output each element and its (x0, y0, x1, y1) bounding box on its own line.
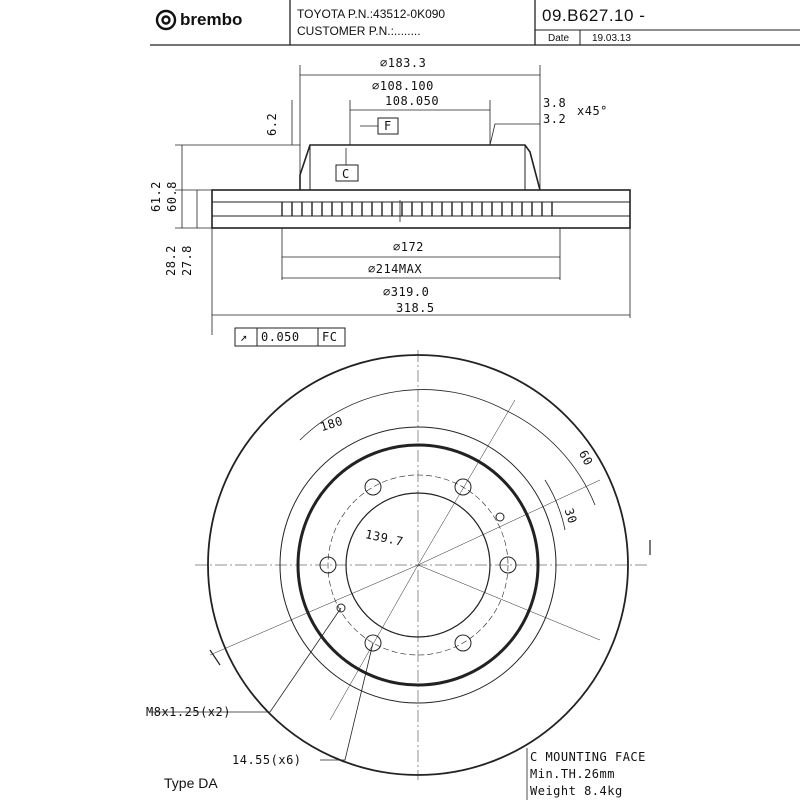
brembo-part-number: 09.B627.10 - (542, 6, 646, 25)
date-label: Date (548, 33, 570, 44)
note-weight: Weight 8.4kg (530, 784, 623, 798)
dim-214-max: ⌀214MAX (368, 262, 423, 276)
datum-c: C (342, 167, 350, 181)
dim-172: ⌀172 (393, 240, 424, 254)
angle-60: 60 (575, 447, 596, 469)
dim-28-2: 28.2 (164, 245, 178, 276)
runout-reference: FC (322, 330, 338, 344)
vent-fins (282, 202, 552, 216)
thread-spec: M8x1.25(x2) (146, 705, 231, 719)
dim-318-5: 318.5 (396, 301, 435, 315)
angle-30: 30 (561, 506, 580, 526)
datum-f: F (384, 119, 392, 133)
hole-spec: 14.55(x6) (232, 753, 302, 767)
dim-108-050: 108.050 (385, 94, 440, 108)
note-min-thickness: Min.TH.26mm (530, 767, 615, 781)
pcd-139-7: 139.7 (363, 527, 405, 549)
disc-plan-view (150, 350, 650, 800)
title-block (150, 0, 800, 45)
dim-108-100: ⌀108.100 (372, 79, 434, 93)
dim-27-8: 27.8 (180, 245, 194, 276)
brembo-logo-mark (157, 11, 175, 29)
runout-tolerance: 0.050 (261, 330, 300, 344)
date-value: 19.03.13 (592, 33, 631, 44)
angle-180: 180 (318, 413, 345, 435)
dim-61-2: 61.2 (149, 181, 163, 212)
customer-part-number: CUSTOMER P.N.:........ (297, 24, 421, 38)
threaded-holes (337, 513, 504, 612)
dim-319-0: ⌀319.0 (383, 285, 430, 299)
note-mounting-face: C MOUNTING FACE (530, 750, 646, 764)
dim-6-2: 6.2 (265, 112, 279, 136)
brand-name: brembo (180, 10, 243, 29)
chamfer-3-8: 3.8 (543, 96, 567, 110)
dim-60-8: 60.8 (165, 181, 179, 212)
oem-part-number: TOYOTA P.N.:43512-0K090 (297, 7, 446, 21)
runout-symbol-icon: ↗ (240, 330, 248, 344)
chamfer-angle: x45° (577, 104, 608, 118)
dim-183-3: ⌀183.3 (380, 56, 427, 70)
chamfer-3-2: 3.2 (543, 112, 567, 126)
disc-type: Type DA (164, 775, 218, 791)
